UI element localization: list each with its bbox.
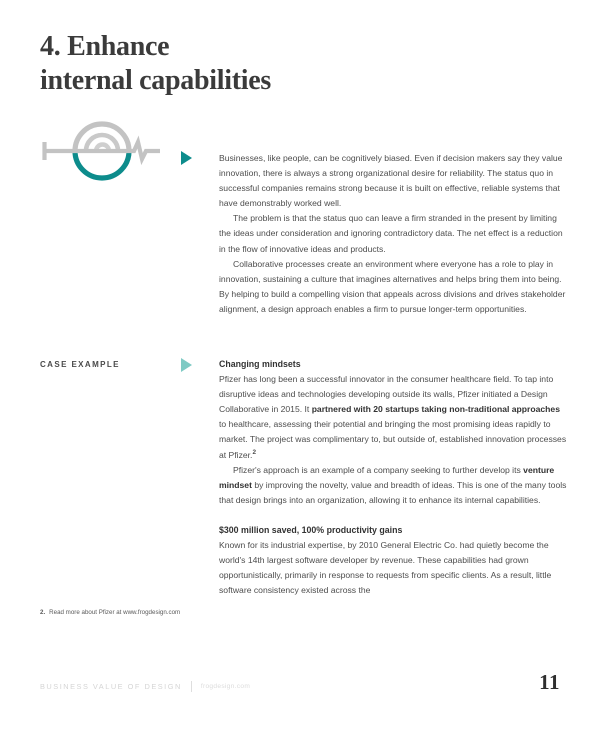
intro-text-column xyxy=(219,151,567,317)
intro-paragraph-1: Businesses, like people, can be cognitively biased. Even if decision makers say they value innovation, there is always a strong organizational desire for reliability. The status quo in successful companies remains strong because it is built on effective, reliable systems that have demonstrably worked well. xyxy=(219,153,563,209)
page-footer xyxy=(40,681,250,692)
venture-paragraph-part-1: Pfizer's approach is an example of a company seeking to further develop its xyxy=(233,464,524,475)
case-example-heading: Changing mindsets xyxy=(219,359,301,369)
page-title-line-2: internal capabilities xyxy=(40,65,271,97)
ge-paragraph: Known for its industrial expertise, by 2010 General Electric Co. had quietly become the world's 14th largest software developer by revenue. These capabilities had grown opportunistically, primarily in response to requests from specific clients. As a result, little software consistency existed across the xyxy=(219,540,552,596)
case-example-text-column xyxy=(219,357,567,598)
page-title-line-1: 4. Enhance xyxy=(40,31,170,62)
case-example-marker-triangle-icon xyxy=(181,358,192,372)
pfizer-paragraph xyxy=(219,372,567,463)
innovation-pulse-icon xyxy=(38,118,163,184)
intro-paragraph-2: The problem is that the status quo can leave a firm stranded in the present by limiting the ideas under consideration and ignoring contradictory data. The net effect is a reduction in the flow of innovative ideas and products. xyxy=(219,213,563,254)
footnote-number: 2. xyxy=(40,609,46,616)
pfizer-paragraph-part-1: Pfizer has long been a successful innovator in the consumer healthcare field. To tap into disruptive ideas and technologies developing outside its walls, Pfizer initiated a Design Collaborative in 2015. It xyxy=(219,374,554,415)
venture-paragraph-bold: venture mindset xyxy=(219,464,555,490)
footer-divider xyxy=(191,681,192,692)
pfizer-paragraph-bold: partnered with 20 startups taking non-traditional approaches xyxy=(311,404,560,415)
footer-website: frogdesign.com xyxy=(200,683,251,690)
footer-document-title: BUSINESS VALUE OF DESIGN xyxy=(40,682,182,691)
intro-paragraph-3: Collaborative processes create an environment where everyone has a role to play in innovation, sustaining a culture that imagines alternatives and helps bring them into being. By helping to build a compelling vision that appeals across divisions and drives stakeholder alignment, a design approach enables a firm to pursue longer-term opportunities. xyxy=(219,258,566,314)
ge-subheading: $300 million saved, 100% productivity gains xyxy=(219,524,403,535)
case-example-label: CASE EXAMPLE xyxy=(40,360,120,369)
pfizer-paragraph-part-2: to healthcare, assessing their potential and bringing the most promising ideas rapidly to market. The project was complimentary to, but outside of, established innovation processes at Pfizer. xyxy=(219,419,567,460)
footnote-reference: 2 xyxy=(252,448,256,456)
footnote-text: Read more about Pfizer at www.frogdesign.com xyxy=(49,609,181,616)
venture-paragraph-part-2: by improving the novelty, value and breadth of ideas. This is one of the many tools that design brings into an organization, allowing it to enhance its internal capabilities. xyxy=(219,479,567,505)
page-number: 11 xyxy=(539,670,560,694)
intro-marker-triangle-icon xyxy=(181,151,192,165)
footnote xyxy=(40,608,220,618)
venture-paragraph xyxy=(219,463,567,508)
page-title xyxy=(40,30,460,98)
